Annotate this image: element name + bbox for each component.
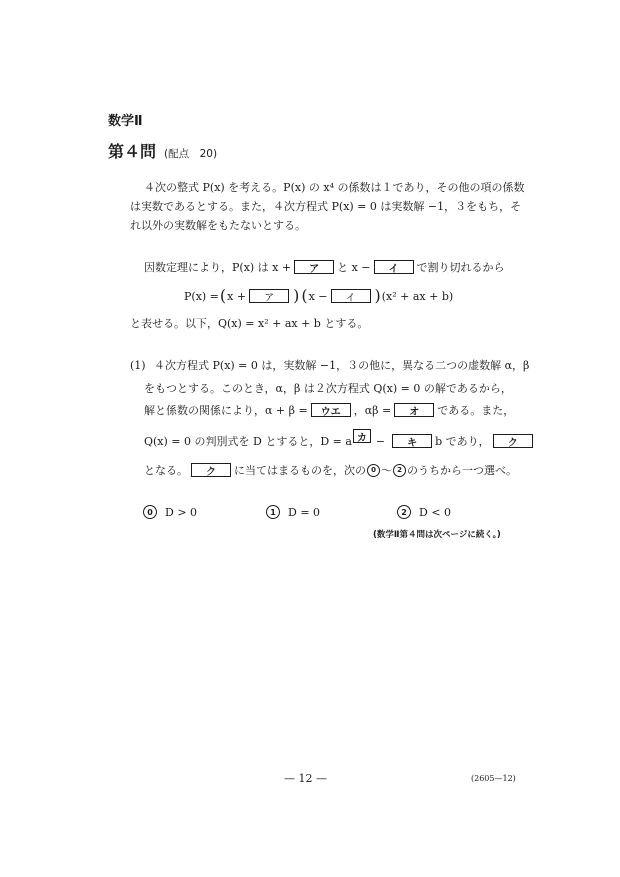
- blank-ku-ref: ク: [191, 463, 231, 477]
- blank-ue: ウエ: [311, 403, 351, 417]
- part1-line-2: をもつとする。このとき，α，β は２次方程式 Q(x) = 0 の解であるから，: [144, 382, 512, 395]
- option-0-text: D > 0: [165, 505, 198, 519]
- choice-0-ref: 0: [367, 464, 380, 477]
- blank-i: イ: [374, 260, 414, 274]
- subject-heading: 数学Ⅱ: [108, 114, 143, 129]
- intro-line-3: れ以外の実数解をもたないとする。: [130, 219, 306, 232]
- option-1[interactable]: [266, 505, 320, 519]
- factor-text-a: 因数定理により，P(x) は x +: [144, 261, 292, 274]
- choose-text: に当てはまるものを，次の: [234, 464, 366, 477]
- option-2[interactable]: [397, 505, 451, 519]
- factor-line-1: [144, 258, 505, 276]
- blank-ka: カ: [353, 429, 371, 443]
- blank-i-repeat: イ: [331, 289, 371, 303]
- exam-code: (2605—12): [471, 774, 516, 783]
- close-paren: ): [293, 286, 300, 305]
- factor-px: P(x) =: [184, 289, 219, 303]
- part1-line-3: [144, 401, 514, 419]
- part1-label: (1): [130, 359, 146, 372]
- factor-quadratic: (x² + ax + b): [381, 289, 454, 303]
- blank-o: オ: [394, 403, 434, 417]
- option-1-number: 1: [266, 505, 280, 519]
- points-note: (配点 20): [164, 148, 218, 160]
- close-paren-2: ): [374, 286, 381, 305]
- part1-line-1: ４次方程式 P(x) = 0 は，実数解 −1，３の他に，異なる二つの虚数解 α，β: [154, 359, 530, 372]
- open-paren: (: [219, 286, 227, 305]
- naru-text: となる。: [144, 464, 188, 477]
- vieta-end-text: である。また，: [437, 404, 515, 417]
- discriminant-end: b であり，: [435, 435, 490, 448]
- factor-x-minus: x −: [308, 289, 328, 303]
- blank-ku: ク: [493, 434, 533, 448]
- vieta-product-text: ，αβ =: [353, 404, 392, 417]
- part1-line-4: [144, 432, 536, 450]
- question-number: 第４問: [108, 142, 157, 161]
- vieta-sum-text: 解と係数の関係により，α + β =: [144, 404, 308, 417]
- choice-2-ref: 2: [393, 464, 406, 477]
- option-2-text: D < 0: [419, 505, 452, 519]
- option-2-number: 2: [397, 505, 411, 519]
- discriminant-text: Q(x) = 0 の判別式を D とすると，D = a: [144, 435, 352, 448]
- blank-a-repeat: ア: [249, 289, 289, 303]
- option-0-number: 0: [143, 505, 157, 519]
- open-paren-2: (: [301, 286, 308, 305]
- factor-line-3: と表せる。以下，Q(x) = x² + ax + b とする。: [130, 317, 369, 330]
- factor-text-b: と x −: [337, 261, 371, 274]
- part1-line-5: [144, 461, 517, 479]
- factor-line-2: [184, 287, 453, 305]
- blank-a: ア: [294, 260, 334, 274]
- option-0[interactable]: [143, 505, 197, 519]
- minus-sign: −: [375, 434, 386, 448]
- choose-end-text: のうちから一つ選べ。: [407, 464, 517, 477]
- blank-ki: キ: [392, 434, 432, 448]
- continued-note: (数学Ⅱ第４問は次ページに続く。): [373, 530, 501, 540]
- option-1-text: D = 0: [288, 505, 321, 519]
- intro-line-1: ４次の整式 P(x) を考える。P(x) の x⁴ の係数は１であり，その他の項の係数: [144, 181, 525, 194]
- factor-text-c: で割り切れるから: [416, 261, 505, 274]
- intro-line-2: は実数であるとする。また，４次方程式 P(x) = 0 は実数解 −1，３をもち，そ: [130, 200, 522, 213]
- factor-x-plus: x +: [227, 289, 247, 303]
- tilde: 〜: [381, 464, 392, 477]
- page-number: — 12 —: [284, 772, 327, 785]
- question-title: [108, 139, 217, 162]
